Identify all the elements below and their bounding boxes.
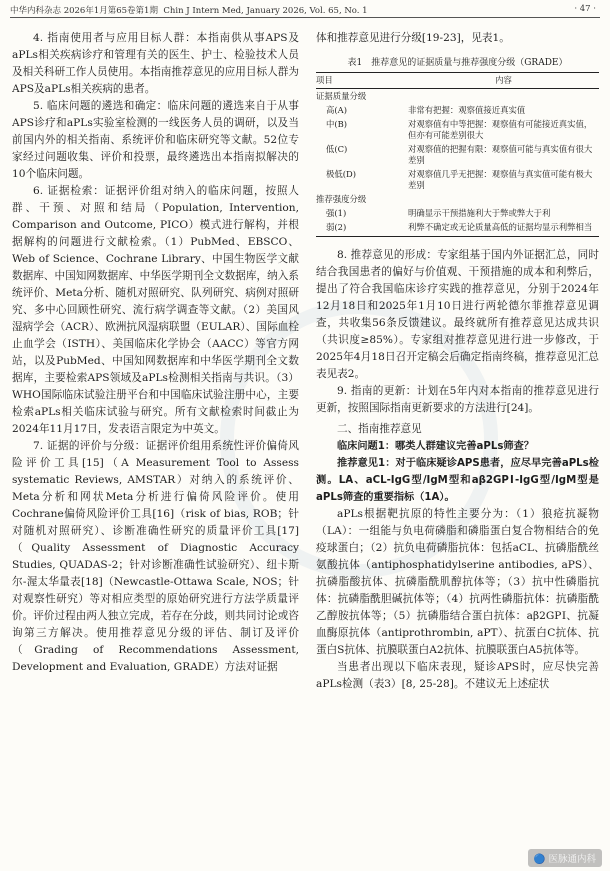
table-cell-content: 对观察值有中等把握：观察值有可能接近真实值，但亦有可能差别很大	[408, 118, 593, 140]
paragraph-evidence-grading: 7. 证据的评价与分级：证据评价组用系统性评价偏倚风险评价工具[15]（A Measurement Tool to Assess systematic Reviews, AMSTAR）对纳入的系统评价、Meta分析和网状Meta分析进行偏倚风险评价。使用Cochrane偏倚风险评价工具[16]（risk of bias, ROB；针对随机对照研究）、诊断准确性研究的质量评价工具[17]（Quality Assessment of Diagnostic Accuracy Studies, QUADAS-2；针对诊断准确性试验研究）、纽卡斯尔-渥太华量表[18]（Newcastle-Ottawa Scale, NOS；针对观察性研究）等对相应类型的原始研究进行方法学质量评价。评价过程由两人独立完成，若存在分歧，则共同讨论或咨询第三方解决。使用推荐意见分级的评估、制订及评价（Grading of Recommendations Assessment, Development and Evaluation, GRADE）方法对证据	[12, 440, 299, 673]
table-cell-item: 极低(D)	[326, 168, 356, 179]
table-row	[316, 89, 599, 104]
table-cell-content: 利弊不确定或无论质量高低的证据均显示利弊相当	[408, 220, 599, 236]
table-cell-content: 明确显示干预措施利大于弊或弊大于利	[408, 207, 551, 218]
journal-citation	[10, 4, 368, 16]
right-column	[316, 30, 599, 871]
table-row	[316, 167, 599, 192]
table-cell-content: 对观察值几乎无把握：观察值与真实值可能有极大差别	[408, 168, 593, 190]
running-header	[10, 3, 600, 18]
paragraph-guideline-update: 9. 指南的更新：计划在5年内对本指南的推荐意见进行更新，按照国际指南更新要求的方法进行[24]。	[316, 384, 599, 414]
table-cell-item: 高(A)	[326, 104, 347, 115]
left-column	[12, 30, 299, 871]
paragraph-apl-classification: aPLs根据靶抗原的特性主要分为：（1）狼疮抗凝物（LA）：一组能与负电荷磷脂和磷脂蛋白复合物相结合的免疫球蛋白；（2）抗负电荷磷脂抗体：包括aCL、抗磷脂酰丝氨酸抗体（antiphosphatidylserine antibodies, aPS）、抗磷脂酸抗体、抗磷脂酰肌醇抗体等；（3）抗中性磷脂抗体：抗磷脂酰胆碱抗体等；（4）抗两性磷脂抗体：抗磷脂酰乙醇胺抗体等；（5）抗磷脂结合蛋白抗体：aβ2GPⅠ、抗凝血酶原抗体（antiprothrombin, aPT）、抗蛋白C抗体、抗蛋白S抗体、抗膜联蛋白A2抗体、抗膜联蛋白A5抗体等。	[316, 507, 599, 656]
paragraph-recommendation-formation: 8. 推荐意见的形成：专家组基于国内外证据汇总，同时结合我国患者的偏好与价值观、干预措施的成本和利弊后，提出了符合我国临床诊疗实践的推荐意见，分别于2024年12月18日和2025年1月10日进行两轮德尔菲推荐意见调查，共收集56条反馈建议。最终就所有推荐意见达成共识（共识度≥85%）。专家组对推荐意见进行进一步修改，于2025年4月18日召开定稿会后确定指南终稿，推荐意见汇总表见表2。	[316, 248, 599, 380]
page-number: · 47 ·	[574, 4, 596, 14]
table-row	[316, 142, 599, 167]
table-title: 表1 推荐意见的证据质量与推荐强度分级（GRADE）	[347, 58, 568, 68]
paragraph-apl-testing: 当患者出现以下临床表现，疑诊APS时，应尽快完善aPLs检测（表3）[8, 25-28]。不建议无上述症状	[316, 660, 599, 690]
table-row	[316, 103, 599, 117]
paragraph-evidence-search: 6. 证据检索：证据评价组对纳入的临床问题，按照人群、干预、对照和结局（Population, Intervention, Comparison and Outcome, PICO）模式进行解构，并根据解构的问题进行文献检索。（1）PubMed、EBSCO、Web of Science、Cochrane Library、中国生物医学文献数据库、中国知网数据库、中华医学期刊全文数据库，纳入系统评价、Meta分析、随机对照研究、队列研究、病例对照研究、多中心回顾性研究、流行病学调查等文献。（2）美国风湿病学会（ACR）、欧洲抗风湿病联盟（EULAR）、国际血栓止血学会（ISTH）、美国临床化学协会（AACC）等官方网站，以及PubMed、中国知网数据库和中华医学期刊全文数据库，主要检索APS领域及aPLs检测相关指南与共识。（3）WHO国际临床试验注册平台和中国临床试验注册中心，主要检索aPLs相关临床试验与研究。所有文献检索时间截止为2024年11月17日，发表语言限定为中英文。	[12, 185, 299, 435]
clinical-question-1: 临床问题1：哪类人群建议完善aPLs筛查？	[337, 440, 534, 452]
table-header-content: 内容	[408, 73, 599, 89]
paragraph-clinical-questions: 5. 临床问题的遴选和确定：临床问题的遴选来自于从事APS诊疗和aPLs实验室检测的一线医务人员的调研，以及当前国内外的相关指南、系统评价和临床研究等文献。52位专家经过问题收集、评价和投票，最终遴选出本指南拟解决的10个临床问题。	[12, 100, 299, 180]
table-group-label: 推荐强度分级	[316, 193, 367, 204]
table-row	[316, 192, 599, 206]
paragraph-users: 4. 指南使用者与应用目标人群：本指南供从事APS及aPLs相关疾病诊疗和管理有关的医生、护士、检验技术人员及相关科研工作人员使用。本指南推荐意见的应用目标人群为APS及aPLs相关疾病的患者。	[12, 32, 299, 95]
table-cell-item: 强(1)	[326, 207, 347, 218]
table-cell-item: 低(C)	[326, 143, 348, 154]
corner-logo: 🔵 医脉通内科	[528, 849, 602, 867]
table-cell-item: 中(B)	[326, 118, 348, 129]
table-row	[316, 220, 599, 236]
journal-name-en: Chin J Intern Med, January 2026, Vol. 65, No. 1	[163, 6, 368, 16]
grade-table	[316, 72, 599, 237]
journal-name-cn: 中华内科杂志 2026年1月第65卷第1期	[10, 6, 158, 16]
table-cell-content: 非常有把握：观察值接近真实值	[408, 104, 526, 115]
table-group-label: 证据质量分级	[316, 90, 367, 101]
table-row	[316, 206, 599, 220]
table-cell-item: 弱(2)	[316, 220, 408, 236]
table-header-item: 项目	[316, 73, 408, 89]
table-cell-content: 对观察值的把握有限：观察值可能与真实值有很大差别	[408, 143, 593, 165]
section-heading: 二、指南推荐意见	[337, 422, 422, 435]
table-row	[316, 117, 599, 142]
paragraph-continuation: 体和推荐意见进行分级[19-23]，见表1。	[316, 32, 510, 44]
recommendation-1: 推荐意见1：对于临床疑诊APS患者，应尽早完善aPLs检测。LA、aCL-IgG型/IgM型和aβ2GPⅠ-IgG型/IgM型是aPLs筛查的重要指标（1A）。	[316, 457, 599, 503]
